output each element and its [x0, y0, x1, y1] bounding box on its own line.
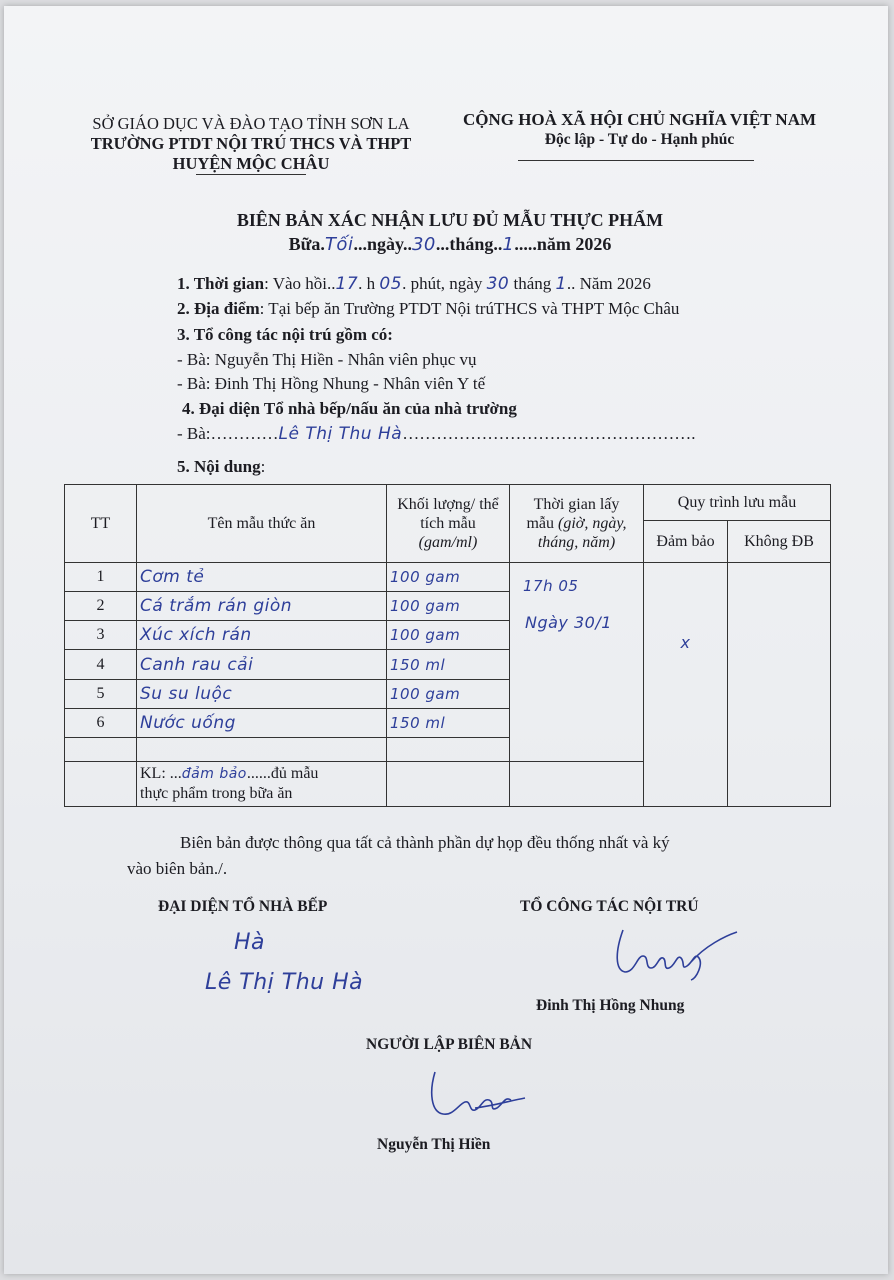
- meal-date-line: [60, 234, 840, 255]
- meal-value: Tối: [324, 234, 354, 255]
- closing-line1: Biên bản được thông qua tất cả thành phần dự họp đều thống nhất và ký: [180, 833, 670, 852]
- day-value: 30: [411, 234, 436, 255]
- time-header-line1: Thời gian lấy: [533, 496, 620, 514]
- row-tt: 3: [65, 621, 137, 650]
- boarding-signer-name: Đinh Thị Hồng Nhung: [536, 997, 685, 1014]
- month-word: tháng: [509, 274, 556, 293]
- time-month-value: 1: [555, 274, 567, 294]
- hour-unit: . h: [358, 274, 380, 293]
- row-food-name: Cá trắm rán giòn: [137, 592, 387, 621]
- row-tt: 4: [65, 650, 137, 679]
- row-weight: 150 ml: [387, 708, 510, 737]
- school-name: TRƯỜNG PTDT NỘI TRÚ THCS VÀ THPT: [90, 134, 412, 153]
- boarding-signature: [605, 922, 745, 982]
- col-process-header: Quy trình lưu mẫu: [644, 485, 831, 521]
- content-label: 5. Nội dung: [177, 457, 261, 476]
- time-header-plain: mẫu: [526, 515, 558, 533]
- section-time: [177, 273, 651, 295]
- notok-cell: [728, 563, 831, 807]
- time-header-line3: tháng, năm): [537, 534, 616, 552]
- document-title: BIÊN BẢN XÁC NHẬN LƯU ĐỦ MẪU THỰC PHẨM: [236, 210, 664, 230]
- row-weight: 100 gam: [387, 679, 510, 708]
- kitchen-rep-prefix: - Bà:…………: [177, 424, 279, 443]
- row-tt: 5: [65, 679, 137, 708]
- section-location: [177, 298, 679, 319]
- col-time-header: [510, 485, 644, 563]
- empty-name: [137, 737, 387, 761]
- meal-prefix: Bữa.: [288, 234, 325, 254]
- conclusion-cell: [137, 761, 387, 806]
- row-food-name: Xúc xích rán: [137, 621, 387, 650]
- empty-weight: [387, 737, 510, 761]
- district-name: HUYỆN MỘC CHÂU: [172, 154, 330, 173]
- conclusion-weight: [387, 761, 510, 806]
- ministry-name: SỞ GIÁO DỤC VÀ ĐÀO TẠO TỈNH SƠN LA: [92, 114, 410, 133]
- table-header-row-1: [65, 485, 831, 521]
- row-tt: 1: [65, 563, 137, 592]
- col-ok-header: Đảm bảo: [644, 521, 728, 563]
- row-tt: 2: [65, 592, 137, 621]
- kitchen-rep-line: [177, 423, 695, 445]
- conclusion-tt: [65, 761, 137, 806]
- month-prefix: ...tháng..: [435, 234, 503, 254]
- time-cell: [510, 563, 644, 762]
- time-header-italic: (giờ, ngày,: [558, 515, 627, 533]
- minute-unit: . phút, ngày: [402, 274, 487, 293]
- author-sign-title: NGƯỜI LẬP BIÊN BẢN: [366, 1036, 533, 1053]
- conclusion-line1: [140, 764, 383, 784]
- team-member-1: - Bà: Nguyễn Thị Hiền - Nhân viên phục vụ: [177, 350, 477, 369]
- kitchen-signature: Hà: [234, 930, 266, 955]
- ok-cell: [644, 563, 728, 807]
- location-label: 2. Địa điểm: [177, 299, 260, 318]
- content-colon: :: [260, 457, 266, 476]
- minute-value: 05: [379, 274, 403, 294]
- col-notok-header: Không ĐB: [728, 521, 831, 563]
- time-day-value: 30: [486, 274, 510, 294]
- header-right-underline: [518, 160, 754, 161]
- country-name: CỘNG HOÀ XÃ HỘI CHỦ NGHĨA VIỆT NAM: [462, 110, 817, 129]
- conclusion-prefix: KL: ...: [140, 764, 182, 782]
- month-value: 1: [502, 234, 515, 255]
- location-text: : Tại bếp ăn Trường PTDT Nội trúTHCS và THPT Mộc Châu: [259, 299, 680, 318]
- row-food-name: Su su luộc: [137, 679, 387, 708]
- row-weight: 100 gam: [387, 592, 510, 621]
- col-weight-header: [387, 485, 510, 563]
- row-weight: 150 ml: [387, 650, 510, 679]
- hour-value: 17: [335, 274, 359, 294]
- team-member-2: - Bà: Đinh Thị Hồng Nhung - Nhân viên Y tế: [177, 374, 486, 393]
- conclusion-suffix: ......đủ mẫu: [246, 764, 319, 782]
- header-left: [70, 114, 432, 174]
- kitchen-signer-name: Lê Thị Thu Hà: [205, 970, 364, 995]
- row-weight: 100 gam: [387, 621, 510, 650]
- kitchen-sign-title: ĐẠI DIỆN TỔ NHÀ BẾP: [158, 898, 328, 915]
- row-food-name: Canh rau cải: [137, 650, 387, 679]
- time-value-hour: 17h 05: [523, 577, 579, 596]
- year-suffix: .. Năm 2026: [566, 274, 651, 293]
- empty-tt: [65, 737, 137, 761]
- time-prefix: : Vào hồi..: [264, 274, 336, 293]
- col-tt-header: TT: [65, 485, 137, 563]
- kitchen-rep-dots: …………………………………………….: [402, 424, 696, 443]
- conclusion-hand: đảm bảo: [181, 765, 247, 782]
- author-signature: [425, 1068, 535, 1124]
- time-header-line2: [513, 514, 640, 533]
- motto: Độc lập - Tự do - Hạnh phúc: [544, 131, 735, 148]
- section-kitchen-label: 4. Đại diện Tổ nhà bếp/nấu ăn của nhà trường: [182, 399, 517, 418]
- header-left-underline: [196, 174, 306, 175]
- weight-header-line3: (gam/ml): [418, 534, 478, 552]
- food-sample-table: [64, 484, 831, 807]
- row-weight: 100 gam: [387, 563, 510, 592]
- ok-mark: x: [680, 633, 691, 653]
- col-name-header: Tên mẫu thức ăn: [137, 485, 387, 563]
- time-label: 1. Thời gian: [177, 274, 265, 293]
- year-text: .....năm 2026: [514, 234, 612, 254]
- row-tt: 6: [65, 708, 137, 737]
- boarding-sign-title: TỔ CÔNG TÁC NỘI TRÚ: [520, 898, 699, 915]
- table-row: [65, 563, 831, 592]
- section-team-label: 3. Tổ công tác nội trú gồm có:: [177, 325, 393, 344]
- author-signer-name: Nguyễn Thị Hiền: [377, 1136, 491, 1153]
- conclusion-line2: thực phẩm trong bữa ăn: [140, 784, 293, 802]
- section-content-label: [177, 456, 265, 477]
- closing-line2: vào biên bản./.: [127, 859, 228, 878]
- weight-header-line1: Khối lượng/ thể: [397, 496, 499, 514]
- row-food-name: Cơm tẻ: [137, 563, 387, 592]
- kitchen-rep-name: Lê Thị Thu Hà: [278, 424, 403, 444]
- row-food-name: Nước uống: [137, 708, 387, 737]
- time-value-date: Ngày 30/1: [525, 613, 612, 633]
- header-right: [452, 110, 827, 150]
- weight-header-line2: tích mẫu: [420, 515, 476, 533]
- conclusion-time: [510, 761, 644, 806]
- day-prefix: ...ngày..: [353, 234, 412, 254]
